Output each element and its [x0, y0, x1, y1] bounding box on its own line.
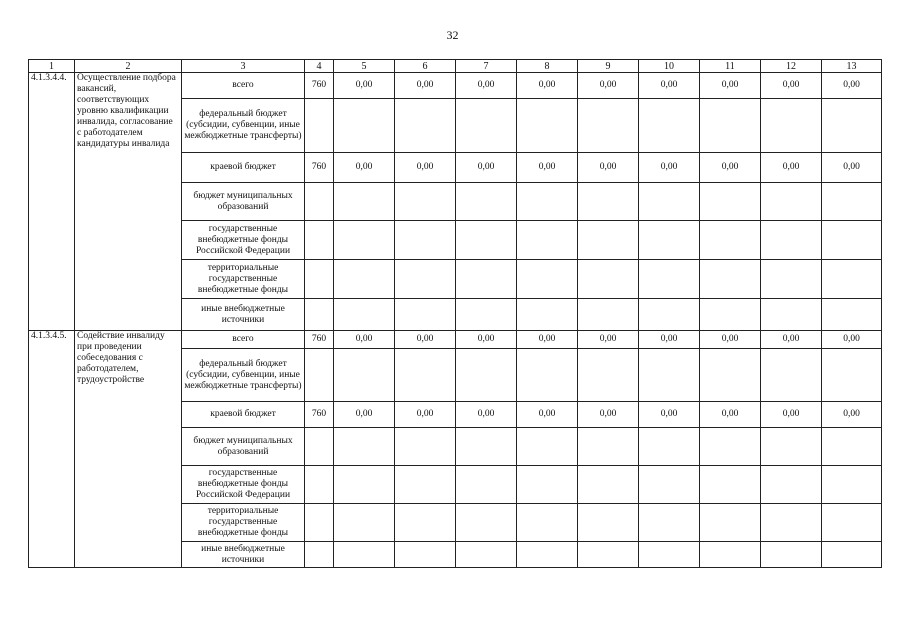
- value-cell: 0,00: [456, 331, 517, 349]
- value-cell: [639, 221, 700, 260]
- value-cell: [334, 221, 395, 260]
- value-cell: [639, 99, 700, 153]
- value-cell: [639, 428, 700, 466]
- value-cell: [761, 99, 822, 153]
- value-cell: [395, 260, 456, 299]
- value-cell: [700, 221, 761, 260]
- budget-code: [305, 349, 334, 402]
- value-cell: [395, 542, 456, 568]
- funding-source: федеральный бюджет (субсидии, субвенции, иные межбюджетные трансферты): [182, 99, 305, 153]
- value-cell: [395, 299, 456, 331]
- table-row: [29, 73, 882, 99]
- value-cell: [456, 349, 517, 402]
- item-code: 4.1.3.4.4.: [29, 73, 75, 331]
- value-cell: [639, 299, 700, 331]
- value-cell: [517, 466, 578, 504]
- funding-source: территориальные государственные внебюджетные фонды: [182, 504, 305, 542]
- value-cell: 0,00: [456, 402, 517, 428]
- value-cell: 0,00: [517, 331, 578, 349]
- value-cell: [456, 260, 517, 299]
- funding-source: федеральный бюджет (субсидии, субвенции, иные межбюджетные трансферты): [182, 349, 305, 402]
- value-cell: [822, 428, 882, 466]
- value-cell: [761, 428, 822, 466]
- value-cell: [517, 504, 578, 542]
- column-header: 2: [75, 60, 182, 73]
- value-cell: [578, 260, 639, 299]
- value-cell: [639, 504, 700, 542]
- budget-code: [305, 466, 334, 504]
- value-cell: [578, 183, 639, 221]
- header-row: [29, 60, 882, 73]
- value-cell: 0,00: [395, 153, 456, 183]
- value-cell: [334, 183, 395, 221]
- value-cell: 0,00: [822, 402, 882, 428]
- value-cell: [700, 299, 761, 331]
- value-cell: [761, 504, 822, 542]
- value-cell: [761, 299, 822, 331]
- value-cell: [517, 299, 578, 331]
- column-header: 9: [578, 60, 639, 73]
- budget-code: [305, 221, 334, 260]
- value-cell: 0,00: [700, 73, 761, 99]
- value-cell: [700, 349, 761, 402]
- column-header: 3: [182, 60, 305, 73]
- value-cell: [639, 542, 700, 568]
- value-cell: [700, 99, 761, 153]
- value-cell: 0,00: [456, 73, 517, 99]
- value-cell: [395, 221, 456, 260]
- value-cell: [700, 183, 761, 221]
- value-cell: [700, 542, 761, 568]
- value-cell: [517, 428, 578, 466]
- budget-code: [305, 504, 334, 542]
- value-cell: [456, 99, 517, 153]
- funding-source: государственные внебюджетные фонды Российской Федерации: [182, 466, 305, 504]
- value-cell: 0,00: [822, 153, 882, 183]
- value-cell: [822, 349, 882, 402]
- value-cell: [700, 428, 761, 466]
- value-cell: 0,00: [334, 153, 395, 183]
- value-cell: 0,00: [578, 331, 639, 349]
- value-cell: 0,00: [700, 153, 761, 183]
- funding-source: краевой бюджет: [182, 402, 305, 428]
- funding-source: иные внебюджетные источники: [182, 542, 305, 568]
- page-number: 32: [446, 28, 459, 42]
- budget-code: 760: [305, 331, 334, 349]
- value-cell: [334, 466, 395, 504]
- budget-code: [305, 260, 334, 299]
- value-cell: [578, 349, 639, 402]
- value-cell: [395, 183, 456, 221]
- value-cell: [395, 466, 456, 504]
- budget-code: 760: [305, 402, 334, 428]
- funding-source: краевой бюджет: [182, 153, 305, 183]
- value-cell: [761, 183, 822, 221]
- funding-source: территориальные государственные внебюджетные фонды: [182, 260, 305, 299]
- value-cell: [578, 99, 639, 153]
- value-cell: 0,00: [700, 402, 761, 428]
- value-cell: [456, 542, 517, 568]
- value-cell: [639, 466, 700, 504]
- value-cell: 0,00: [334, 331, 395, 349]
- value-cell: [822, 504, 882, 542]
- budget-code: [305, 183, 334, 221]
- column-header: 8: [517, 60, 578, 73]
- value-cell: 0,00: [761, 153, 822, 183]
- item-description: Содействие инвалиду при проведении собеседования с работодателем, трудоустройстве: [75, 331, 182, 568]
- column-header: 11: [700, 60, 761, 73]
- value-cell: 0,00: [578, 153, 639, 183]
- budget-code: [305, 428, 334, 466]
- value-cell: 0,00: [822, 73, 882, 99]
- value-cell: [578, 428, 639, 466]
- value-cell: [578, 466, 639, 504]
- funding-source: государственные внебюджетные фонды Российской Федерации: [182, 221, 305, 260]
- value-cell: [334, 99, 395, 153]
- value-cell: 0,00: [761, 331, 822, 349]
- value-cell: [456, 428, 517, 466]
- column-header: 6: [395, 60, 456, 73]
- value-cell: [517, 260, 578, 299]
- value-cell: 0,00: [517, 402, 578, 428]
- item-description: Осуществление подбора вакансий, соответствующих уровню квалификации инвалида, согласование с работодателем кандидатуры инвалида: [75, 73, 182, 331]
- value-cell: [334, 542, 395, 568]
- value-cell: [822, 221, 882, 260]
- value-cell: [822, 299, 882, 331]
- value-cell: [700, 260, 761, 299]
- value-cell: 0,00: [578, 73, 639, 99]
- value-cell: [334, 349, 395, 402]
- value-cell: [578, 504, 639, 542]
- value-cell: [334, 504, 395, 542]
- value-cell: [456, 504, 517, 542]
- value-cell: 0,00: [456, 153, 517, 183]
- value-cell: 0,00: [761, 402, 822, 428]
- item-code: 4.1.3.4.5.: [29, 331, 75, 568]
- budget-code: [305, 99, 334, 153]
- value-cell: 0,00: [639, 402, 700, 428]
- value-cell: [822, 542, 882, 568]
- column-header: 4: [305, 60, 334, 73]
- column-header: 1: [29, 60, 75, 73]
- value-cell: [761, 542, 822, 568]
- value-cell: [517, 349, 578, 402]
- budget-code: 760: [305, 73, 334, 99]
- value-cell: [395, 428, 456, 466]
- value-cell: [395, 349, 456, 402]
- value-cell: [639, 183, 700, 221]
- value-cell: 0,00: [334, 402, 395, 428]
- value-cell: [456, 221, 517, 260]
- value-cell: 0,00: [639, 153, 700, 183]
- value-cell: [761, 221, 822, 260]
- value-cell: 0,00: [822, 331, 882, 349]
- funding-source: бюджет муниципальных образований: [182, 428, 305, 466]
- value-cell: 0,00: [395, 73, 456, 99]
- budget-code: [305, 299, 334, 331]
- column-header: 5: [334, 60, 395, 73]
- value-cell: [395, 504, 456, 542]
- value-cell: [761, 349, 822, 402]
- value-cell: [761, 466, 822, 504]
- table-row: [29, 331, 882, 349]
- value-cell: [700, 504, 761, 542]
- value-cell: [395, 99, 456, 153]
- value-cell: 0,00: [517, 73, 578, 99]
- value-cell: 0,00: [395, 402, 456, 428]
- value-cell: [822, 466, 882, 504]
- value-cell: [578, 299, 639, 331]
- value-cell: [822, 260, 882, 299]
- funding-source: иные внебюджетные источники: [182, 299, 305, 331]
- funding-source: бюджет муниципальных образований: [182, 183, 305, 221]
- value-cell: [334, 428, 395, 466]
- value-cell: 0,00: [395, 331, 456, 349]
- value-cell: [639, 349, 700, 402]
- value-cell: 0,00: [578, 402, 639, 428]
- budget-table: [28, 59, 882, 568]
- value-cell: [334, 299, 395, 331]
- value-cell: [456, 299, 517, 331]
- value-cell: [456, 466, 517, 504]
- value-cell: [334, 260, 395, 299]
- column-header: 10: [639, 60, 700, 73]
- funding-source: всего: [182, 331, 305, 349]
- value-cell: 0,00: [639, 73, 700, 99]
- value-cell: [761, 260, 822, 299]
- value-cell: 0,00: [517, 153, 578, 183]
- value-cell: [456, 183, 517, 221]
- value-cell: [822, 183, 882, 221]
- value-cell: 0,00: [334, 73, 395, 99]
- value-cell: [517, 221, 578, 260]
- column-header: 13: [822, 60, 882, 73]
- value-cell: [700, 466, 761, 504]
- value-cell: 0,00: [639, 331, 700, 349]
- value-cell: [517, 542, 578, 568]
- funding-source: всего: [182, 73, 305, 99]
- value-cell: [517, 99, 578, 153]
- value-cell: [578, 221, 639, 260]
- value-cell: [822, 99, 882, 153]
- budget-code: 760: [305, 153, 334, 183]
- value-cell: 0,00: [761, 73, 822, 99]
- column-header: 7: [456, 60, 517, 73]
- value-cell: [639, 260, 700, 299]
- value-cell: [517, 183, 578, 221]
- column-header: 12: [761, 60, 822, 73]
- budget-code: [305, 542, 334, 568]
- value-cell: 0,00: [700, 331, 761, 349]
- value-cell: [578, 542, 639, 568]
